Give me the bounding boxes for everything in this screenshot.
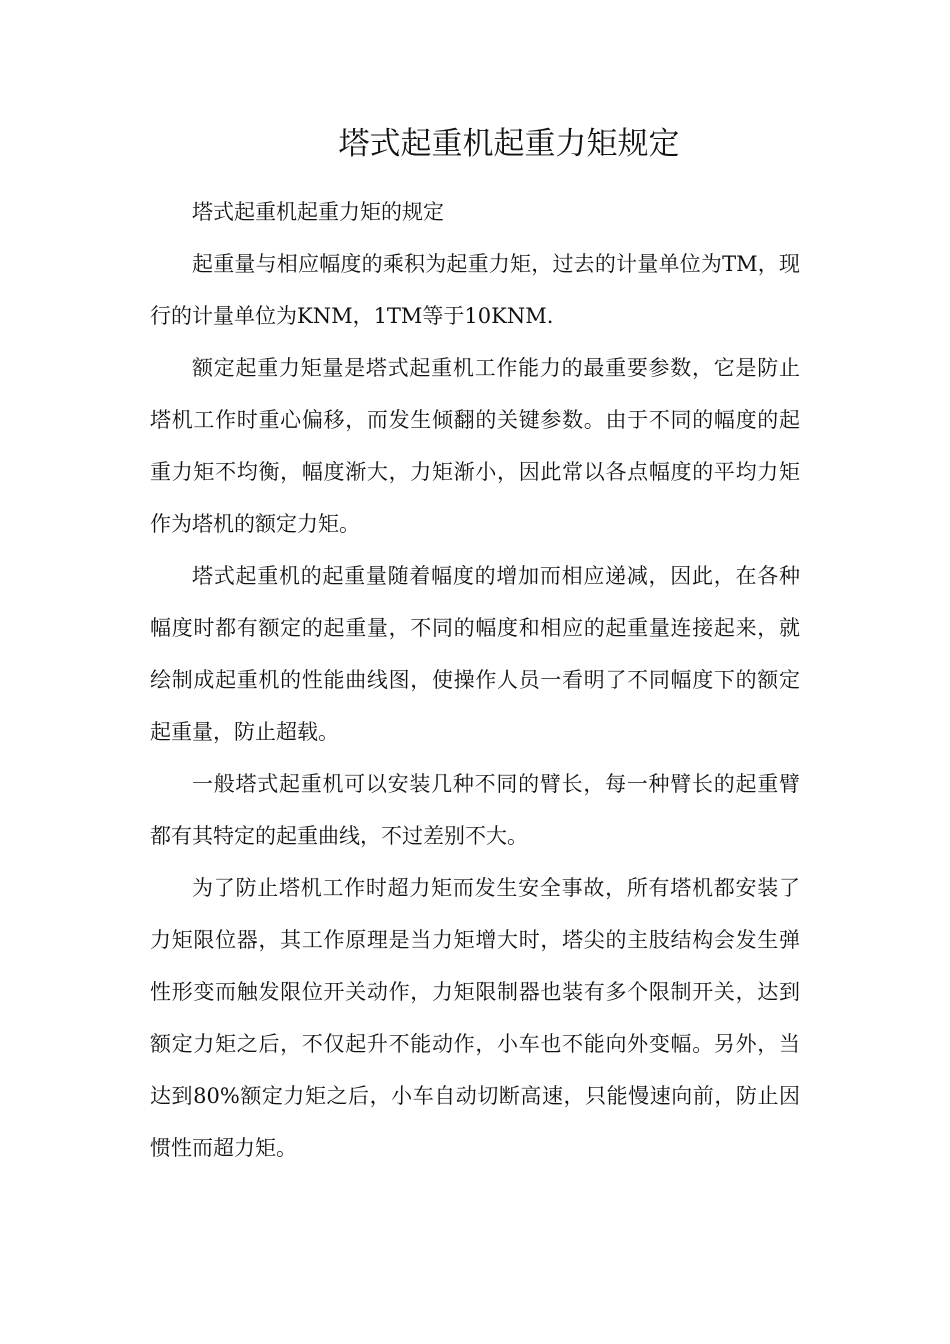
paragraph-boom-length: 一般塔式起重机可以安装几种不同的臂长，每一种臂长的起重臂都有其特定的起重曲线，不过差别不大。 — [150, 772, 800, 848]
paragraph-subtitle: 塔式起重机起重力矩的规定 — [192, 200, 444, 224]
paragraph-moment-limiter: 为了防止塔机工作时超力矩而发生安全事故，所有塔机都安装了力矩限位器，其工作原理是当力矩增大时，塔尖的主肢结构会发生弹性形变而触发限位开关动作，力矩限制器也装有多个限制开关，达到额定力矩之后，不仅起升不能动作，小车也不能向外变幅。另外，当达到80%额定力矩之后，小车自动切断高速，只能慢速向前，防止因惯性而超力矩。 — [150, 876, 800, 1160]
paragraph-definition: 起重量与相应幅度的乘积为起重力矩，过去的计量单位为TM，现行的计量单位为KNM，1TM等于10KNM. — [150, 252, 800, 328]
document-title: 塔式起重机起重力矩规定 — [338, 126, 680, 162]
paragraph-rated-moment: 额定起重力矩量是塔式起重机工作能力的最重要参数，它是防止塔机工作时重心偏移，而发生倾翻的关键参数。由于不同的幅度的起重力矩不均衡，幅度渐大，力矩渐小，因此常以各点幅度的平均力矩作为塔机的额定力矩。 — [150, 356, 800, 536]
document-body — [150, 186, 800, 1174]
paragraph-performance-curve: 塔式起重机的起重量随着幅度的增加而相应递减，因此，在各种幅度时都有额定的起重量，不同的幅度和相应的起重量连接起来，就绘制成起重机的性能曲线图，使操作人员一看明了不同幅度下的额定起重量，防止超载。 — [150, 564, 800, 744]
